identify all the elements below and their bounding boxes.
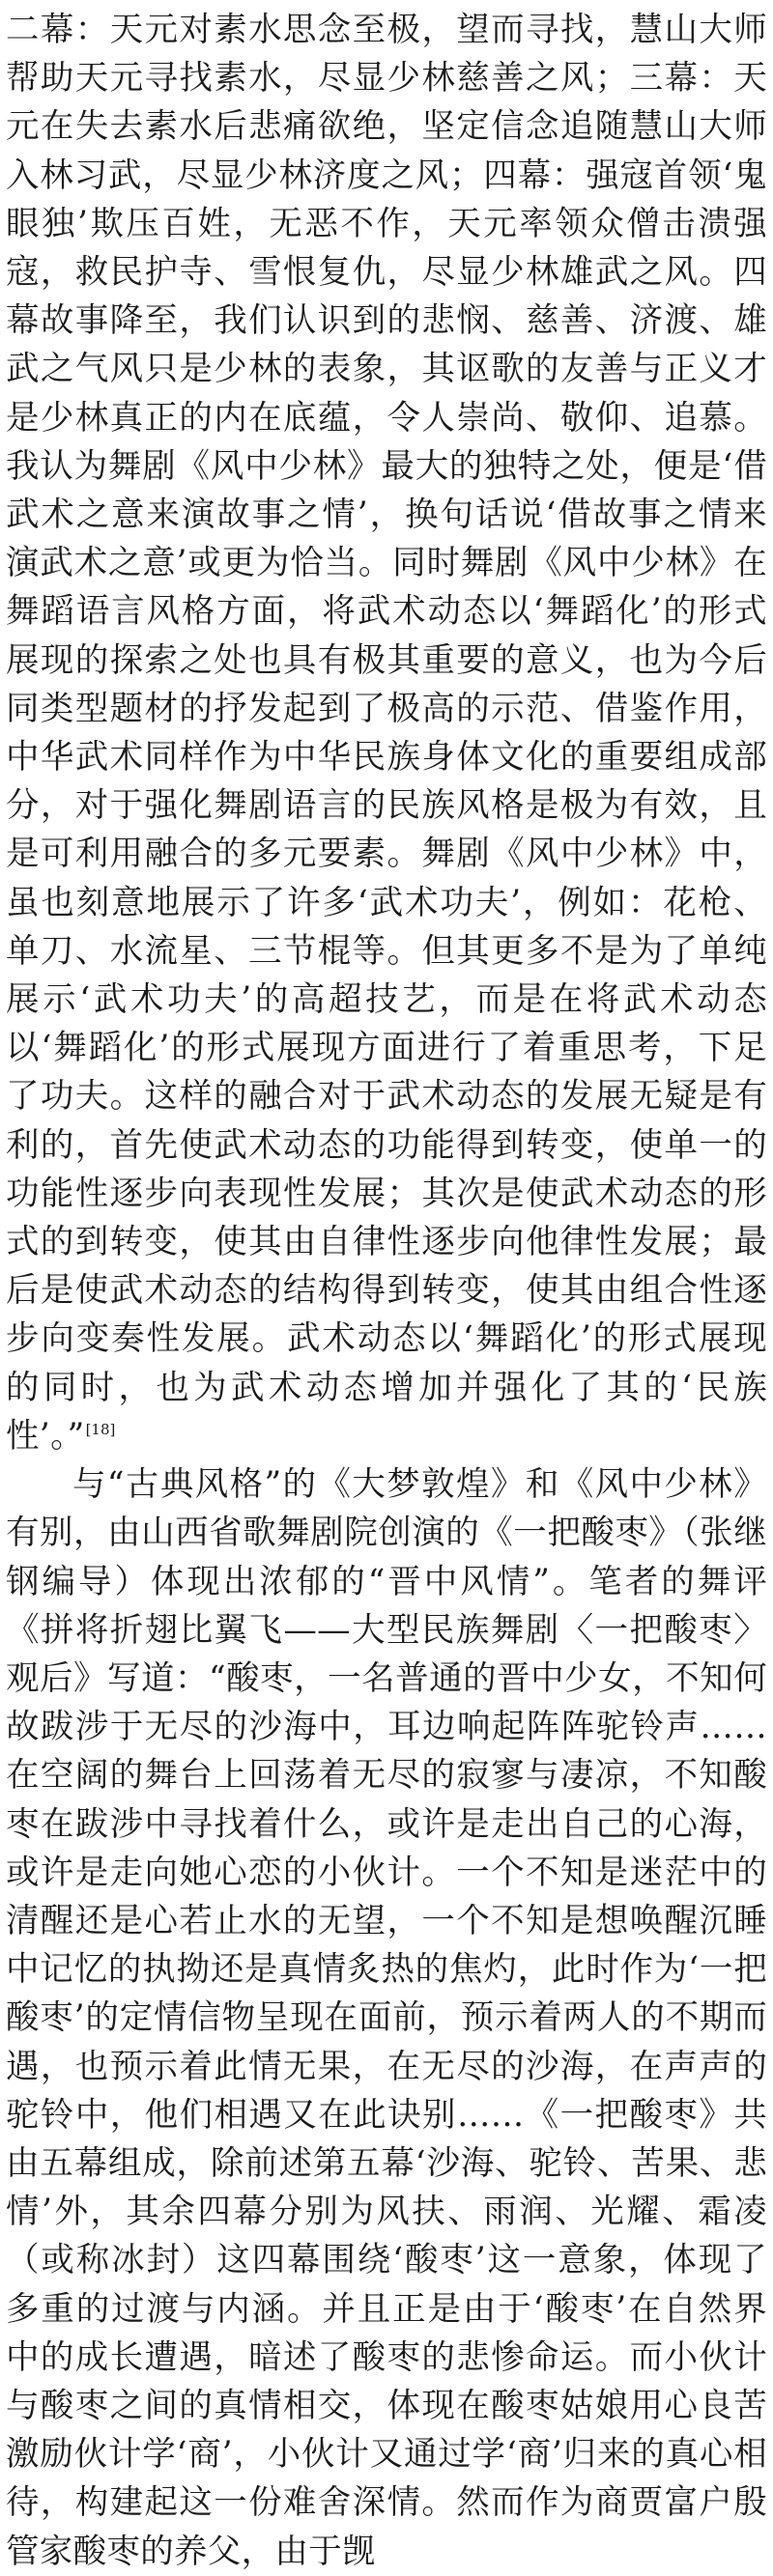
paragraph-text: 与“古典风格”的《大梦敦煌》和《风中少林》有别，由山西省歌舞剧院创演的《一把酸枣》（张继钢编导）体现出浓郁的“晋中风情”。笔者的舞评《拼将折翅比翼飞——大型民族舞剧〈一把酸枣〉观后》写道：“酸枣，一名普通的晋中少女，不知何故跋涉于无尽的沙海中，耳边响起阵阵驼铃声……在空阔的舞台上回荡着无尽的寂寥与凄凉，不知酸枣在跋涉中寻找着什么，或许是走出自己的心海，或许是走向她心恋的小伙计。一个不知是迷茫中的清醒还是心若止水的无望，一个不知是想唤醒沉睡中记忆的执拗还是真情炙热的焦灼，此时作为‘一把酸枣’的定情信物呈现在面前，预示着两人的不期而遇，也预示着此情无果，在无尽的沙海，在声声的驼铃中，他们相遇又在此诀别……《一把酸枣》共由五幕组成，除前述第五幕‘沙海、驼铃、苦果、悲情’外，其余四幕分别为风扶、雨润、光耀、霜凌（或称冰封）这四幕围绕‘酸枣’这一意象，体现了多重的过渡与内涵。并且正是由于‘酸枣’在自然界中的成长遭遇，暗述了酸枣的悲惨命运。而小伙计与酸枣之间的真情相交，体现在酸枣姑娘用心良苦激励伙计学‘商’，小伙计又通过学‘商’归来的真心相待，构建起这一份难舍深情。然而作为商贾富户殷管家酸枣的养父，由于觊 (6, 1465, 767, 2571)
body-paragraph (6, 1460, 767, 2576)
paragraph-text: 二幕：天元对素水思念至极，望而寻找，慧山大师帮助天元寻找素水，尽显少林慈善之风；三幕：天元在失去素水后悲痛欲绝，坚定信念追随慧山大师入林习武，尽显少林济度之风；四幕：强寇首领‘鬼眼独’欺压百姓，无恶不作，天元率领众僧击溃强寇，救民护寺、雪恨复仇，尽显少林雄武之风。四幕故事降至，我们认识到的悲悯、慈善、济渡、雄武之气风只是少林的表象，其讴歌的友善与正义才是少林真正的内在底蕴，令人崇尚、敬仰、追慕。我认为舞剧《风中少林》最大的独特之处，便是‘借武术之意来演故事之情’，换句话说‘借故事之情来演武术之意’或更为恰当。同时舞剧《风中少林》在舞蹈语言风格方面，将武术动态以‘舞蹈化’的形式展现的探索之处也具有极其重要的意义，也为今后同类型题材的抒发起到了极高的示范、借鉴作用，中华武术同样作为中华民族身体文化的重要组成部分，对于强化舞剧语言的民族风格是极为有效，且是可利用融合的多元要素。舞剧《风中少林》中，虽也刻意地展示了许多‘武术功夫’，例如：花枪、单刀、水流星、三节棍等。但其更多不是为了单纯展示‘武术功夫’的高超技艺，而是在将武术动态以‘舞蹈化’的形式展现方面进行了着重思考，下足了功夫。这样的融合对于武术动态的发展无疑是有利的，首先使武术动态的功能得到转变，使单一的功能性逐步向表现性发展；其次是使武术动态的形式的到转变，使其由自律性逐步向他律性发展；最后是使武术动态的结构得到转变，使其由组合性逐步向变奏性发展。武术动态以‘舞蹈化’的形式展现的同时，也为武术动态增加并强化了其的‘民族性’。” (6, 11, 767, 1456)
body-paragraph (6, 6, 767, 1460)
footnote-marker: [18] (85, 1421, 116, 1439)
